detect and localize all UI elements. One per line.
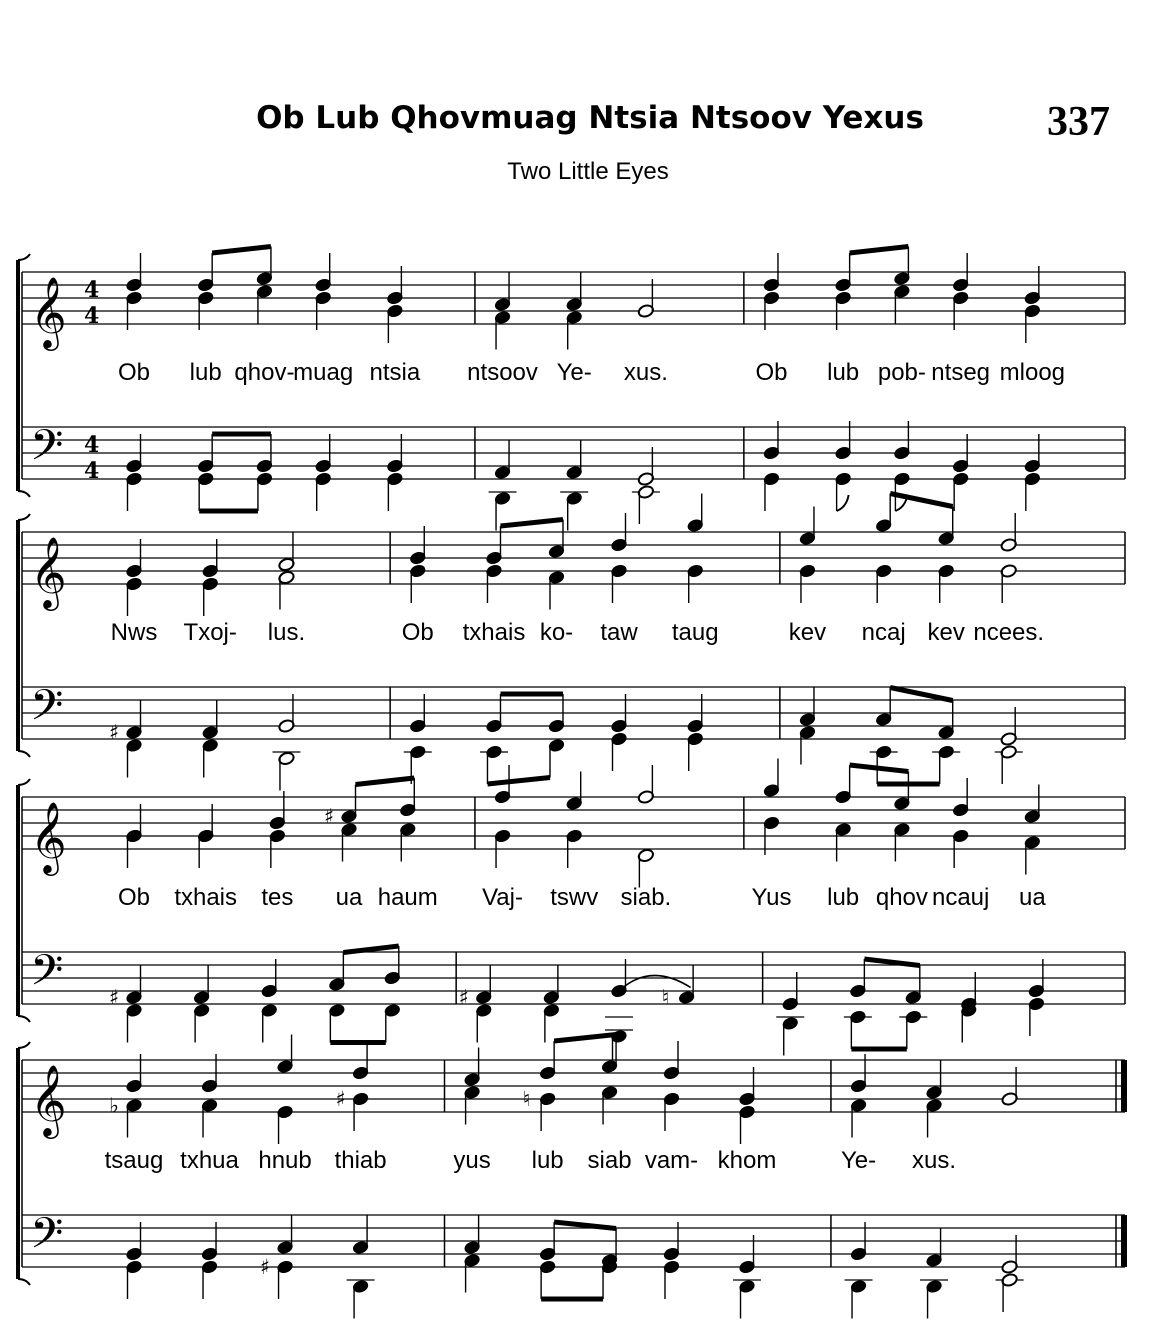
system-bracket (18, 751, 30, 757)
lyric-syllable: Ob (117, 359, 151, 386)
lyric-syllable: Ob (117, 884, 151, 911)
treble-clef-icon: 𝄞 (30, 800, 67, 873)
lyric-syllable: xus. (623, 359, 668, 386)
lyric-syllable: Txoj- (183, 619, 237, 646)
lyric-syllable: tsaug (104, 1147, 164, 1174)
lyric-syllable: txhais (462, 619, 526, 646)
lyric-syllable: lub (827, 884, 860, 911)
system-bracket (18, 779, 30, 785)
lyric-syllable: txhais (174, 884, 238, 911)
hymn-subtitle: Two Little Eyes (507, 158, 669, 185)
treble-clef-icon: 𝄞 (30, 275, 67, 348)
accidental-icon: ♮ (522, 1087, 531, 1111)
time-signature-top: 4 (84, 432, 100, 458)
lyric-syllable: qhov- (234, 359, 295, 386)
lyric-syllable: ko- (539, 619, 574, 646)
lyric-syllable: Ob (755, 359, 788, 386)
lyric-syllable: hnub (258, 1147, 312, 1174)
lyric-syllable: ntseg (931, 359, 991, 386)
lyric-syllable: pob- (877, 359, 926, 386)
flag (837, 495, 849, 511)
lyric-syllable: ntsoov (467, 359, 538, 386)
lyric-syllable: siab (587, 1147, 632, 1174)
lyric-syllable: ntsia (369, 359, 421, 386)
system-bracket (18, 491, 30, 497)
beam (850, 765, 909, 772)
bass-clef-icon: 𝄢 (30, 946, 64, 1006)
system-bracket (18, 1042, 30, 1048)
lyric-syllable: tswv (550, 884, 599, 911)
treble-clef-icon: 𝄞 (30, 1063, 67, 1136)
lyric-syllable: Ye- (556, 359, 592, 386)
treble-clef-icon: 𝄞 (30, 535, 67, 608)
lyric-syllable: kev (927, 619, 965, 646)
lyric-syllable: lub (531, 1147, 564, 1174)
accidental-icon: ♯ (458, 985, 469, 1010)
lyric-syllable: vam- (644, 1147, 699, 1174)
lyric-syllable: ncauj (931, 884, 990, 911)
lyric-syllable: taw (600, 619, 638, 646)
accidental-icon: ♮ (661, 985, 670, 1010)
accidental-icon: ♯ (335, 1087, 346, 1111)
lyric-syllable: mloog (999, 359, 1066, 386)
beam (356, 778, 415, 785)
beam (850, 247, 909, 254)
beam (212, 247, 271, 254)
time-signature-bottom: 4 (84, 458, 100, 484)
lyric-syllable: xus. (912, 1147, 957, 1174)
lyric-syllable: txhua (180, 1147, 239, 1174)
lyric-syllable: Yus (751, 884, 792, 911)
bass-clef-icon: 𝄢 (30, 1209, 64, 1269)
accidental-icon: ♯ (260, 1255, 271, 1279)
bass-clef-icon: 𝄢 (30, 681, 64, 741)
accidental-icon: ♭ (109, 1093, 119, 1118)
lyric-syllable: Ob (401, 619, 434, 646)
hymn-title: Ob Lub Qhovmuag Ntsia Ntsoov Yexus (256, 100, 924, 136)
accidental-icon: ♯ (109, 985, 120, 1010)
beam (487, 778, 550, 785)
lyric-syllable: lub (827, 359, 860, 386)
lyric-syllable: qhov (875, 884, 928, 911)
lyric-syllable: Ye- (840, 1147, 877, 1174)
lyric-syllable: Vaj- (482, 884, 523, 911)
beam (890, 494, 953, 507)
lyric-syllable: haum (377, 884, 438, 911)
beam (554, 1035, 616, 1042)
lyric-syllable: ua (335, 884, 363, 911)
system-bracket (18, 514, 30, 520)
hymn-number: 337 (1047, 99, 1110, 145)
lyric-syllable: khom (717, 1147, 777, 1174)
system-bracket (18, 1016, 30, 1022)
bass-clef-icon: 𝄢 (30, 421, 64, 481)
system-bracket (18, 1279, 30, 1285)
accidental-icon: ♯ (109, 720, 120, 745)
time-signature-bottom: 4 (84, 303, 100, 329)
beam (890, 688, 953, 701)
time-signature-top: 4 (84, 277, 100, 303)
lyric-syllable: tes (261, 884, 294, 911)
lyric-syllable: Nws (110, 619, 158, 646)
beam (500, 520, 563, 527)
tie-slur (623, 976, 691, 988)
lyric-syllable: thiab (334, 1147, 387, 1174)
lyric-syllable: siab. (620, 884, 672, 911)
lyric-syllable: kev (788, 619, 827, 646)
lyric-syllable: ua (1018, 884, 1046, 911)
lyric-syllable: lub (189, 359, 222, 386)
lyric-syllable: ncaj (861, 619, 906, 646)
lyric-syllable: ncees. (973, 619, 1045, 646)
lyric-syllable: muag (293, 359, 354, 386)
lyric-syllable: yus (453, 1147, 491, 1174)
system-bracket (18, 254, 30, 260)
accidental-icon: ♯ (324, 804, 335, 829)
lyric-syllable: lus. (267, 619, 306, 646)
lyric-syllable: taug (671, 619, 719, 646)
